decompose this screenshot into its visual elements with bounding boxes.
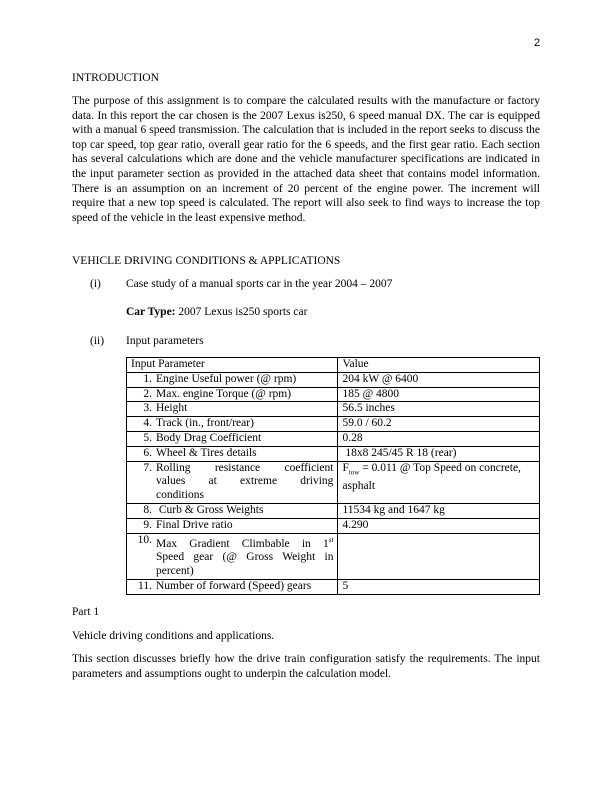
row-parameter: Body Drag Coefficient — [156, 431, 262, 444]
header-input-parameter: Input Parameter — [127, 358, 338, 373]
introduction-paragraph: The purpose of this assignment is to compare the calculated results with the manufacture or factory data. In this report the car chosen is the 2007 Lexus is250, 6 speed manual DX. The car is equipped with a manual 6 speed transmission. The calculation that is included in the report seeks to discuss the top car speed, top gear ratio, overall gear ratio for the 6 speeds, and the first gear ratio. Each section has several calculations which are done and the vehicle manufacturer specifications are indicated in the input parameter section as provided in the attached data sheet that contains model information. There is an assumption on an increment of 20 percent of the engine power. The increment will require that a new top speed is calculated. The report will also seek to find ways to increase the top speed of the vehicle in the least expensive method. — [72, 95, 540, 224]
table-row — [127, 533, 540, 579]
table-row — [127, 503, 540, 518]
row-number: 6. — [143, 446, 152, 459]
row-parameter-line1: Max Gradient Climbable in 1st — [156, 535, 334, 550]
row-number: 2. — [143, 387, 152, 400]
row-value: 56.5 inches — [338, 402, 540, 417]
page-number: 2 — [534, 37, 541, 49]
table-row — [127, 446, 540, 461]
row-value: 11534 kg and 1647 kg — [338, 503, 540, 518]
car-type-label: Car Type: — [126, 306, 176, 318]
row-number: 9. — [143, 518, 152, 531]
row-value: 59.0 / 60.2 — [338, 417, 540, 432]
row-value-line2: asphalt — [342, 479, 376, 492]
table-row — [127, 417, 540, 432]
row-parameter: Wheel & Tires details — [156, 446, 257, 459]
row-parameter: Height — [156, 402, 188, 415]
row-parameter-line3: percent) — [156, 564, 194, 577]
table-row — [127, 372, 540, 387]
table-row — [127, 579, 540, 594]
row-number: 10. — [137, 533, 152, 546]
row-parameter-line2: Speed gear (@ Gross Weight in — [156, 551, 334, 564]
row-parameter: Number of forward (Speed) gears — [156, 579, 312, 592]
row-parameter-line3: conditions — [156, 489, 204, 502]
header-value: Value — [338, 358, 540, 373]
row-number: 11. — [138, 579, 152, 592]
item-i-text: Case study of a manual sports car in the year 2004 – 2007 — [126, 278, 393, 290]
row-number: 4. — [143, 417, 152, 430]
row-value — [338, 533, 540, 579]
row-parameter-line1: Rolling resistance coefficient — [156, 461, 334, 474]
row-value: 185 @ 4800 — [338, 387, 540, 402]
row-value: 0.28 — [338, 431, 540, 446]
input-parameters-table — [126, 357, 540, 595]
row-parameter: Engine Useful power (@ rpm) — [156, 372, 297, 385]
row-parameter: Max. engine Torque (@ rpm) — [156, 387, 292, 400]
car-type-value: 2007 Lexus is250 sports car — [175, 306, 308, 318]
row-number: 1. — [143, 372, 152, 385]
item-i-number: (i) — [90, 278, 101, 290]
row-parameter: Track (in., front/rear) — [156, 417, 254, 430]
row-value: 4.290 — [338, 518, 540, 533]
row-number: 7. — [143, 461, 152, 474]
table-row — [127, 431, 540, 446]
row-value: 204 kW @ 6400 — [338, 372, 540, 387]
row-value-line1: $F_{tow} = 0.011$ @ Top Speed on concrete, — [342, 461, 521, 476]
table-row — [127, 402, 540, 417]
row-value: 5 — [338, 579, 540, 594]
vehicle-section-heading: VEHICLE DRIVING CONDITIONS & APPLICATIONS — [72, 255, 341, 267]
table-row — [127, 518, 540, 533]
item-ii-text: Input parameters — [126, 335, 204, 347]
row-parameter-line2: values at extreme driving — [156, 475, 334, 488]
row-number: 3. — [143, 402, 152, 415]
part1-heading: Part 1 — [72, 606, 100, 618]
introduction-heading: INTRODUCTION — [72, 72, 159, 84]
row-number: 8. — [143, 503, 152, 516]
item-ii-number: (ii) — [90, 335, 105, 347]
row-number: 5. — [143, 431, 152, 444]
table-header-row — [127, 358, 540, 373]
table-row — [127, 387, 540, 402]
part1-paragraph: This section discusses briefly how the drive train configuration satisfy the requirements. The input parameters and assumptions ought to underpin the calculation model. — [72, 653, 540, 680]
part1-subheading: Vehicle driving conditions and applications. — [72, 630, 275, 642]
row-parameter: Final Drive ratio — [156, 518, 233, 531]
car-type-line — [126, 306, 307, 318]
row-value: 18x8 245/45 R 18 (rear) — [338, 446, 540, 461]
table-row — [127, 461, 540, 503]
row-parameter: Curb & Gross Weights — [156, 503, 264, 516]
